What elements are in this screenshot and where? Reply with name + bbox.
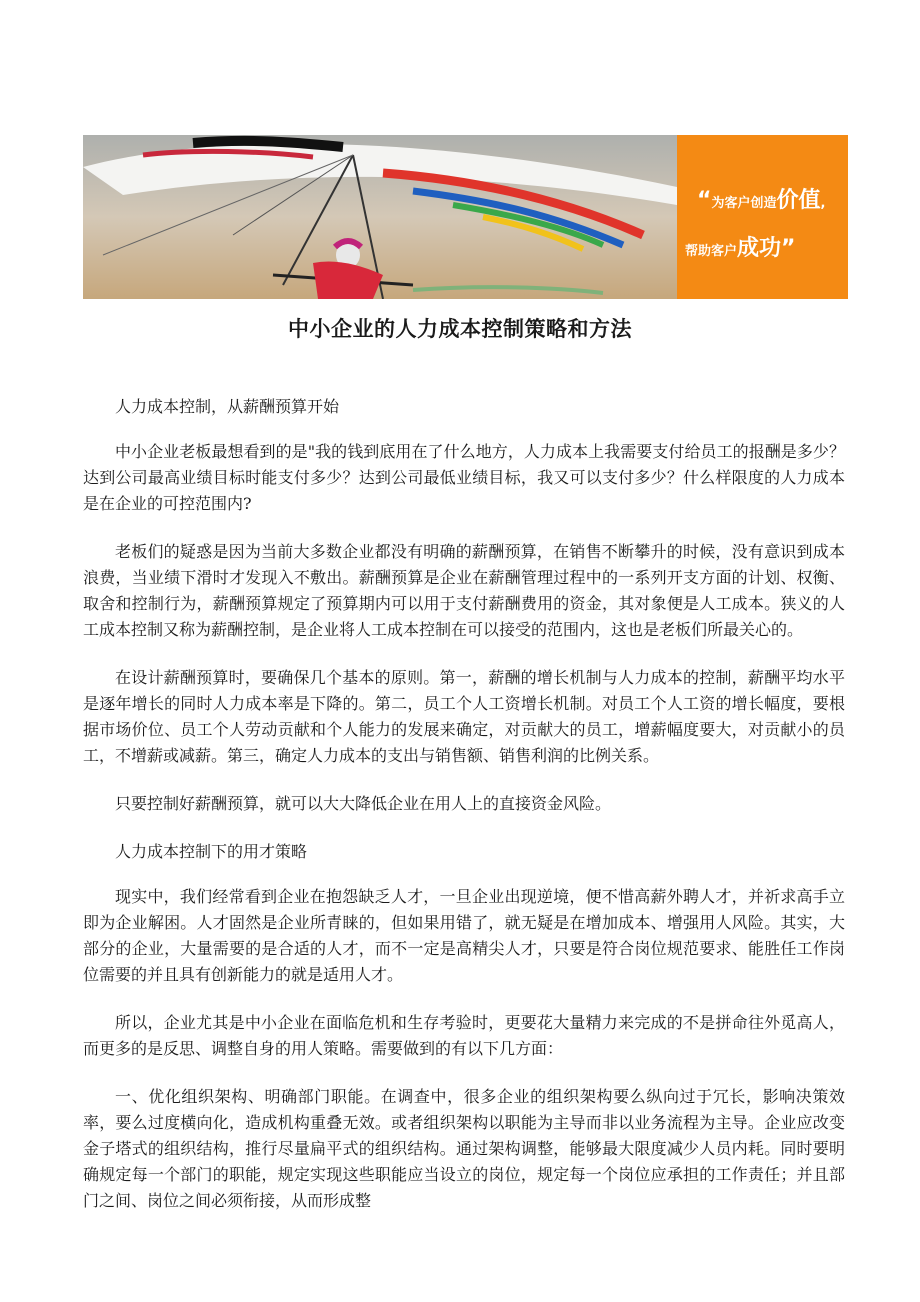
section-heading: 人力成本控制下的用才策略 <box>115 842 308 861</box>
open-quote: “ <box>697 188 712 213</box>
slogan-panel <box>677 135 848 299</box>
slogan-line-1 <box>697 183 825 214</box>
slogan-1-emphasis: 价值 <box>776 188 821 213</box>
document-title: 中小企业的人力成本控制策略和方法 <box>288 317 632 341</box>
hang-glider-photo <box>83 135 677 299</box>
section-heading: 人力成本控制，从薪酬预算开始 <box>115 397 340 416</box>
slogan-2-text: 帮助客户 <box>685 244 738 259</box>
paragraph: 只要控制好薪酬预算，就可以大大降低企业在用人上的直接资金风险。 <box>115 794 612 813</box>
hang-glider-illustration <box>83 135 677 299</box>
paragraph: 在设计薪酬预算时，要确保几个基本的原则。第一，薪酬的增长机制与人力成本的控制，薪酬平均水平是逐年增长的同时人力成本率是下降的。第二，员工个人工资增长机制。对员工个人工资的增长幅度，要根据市场价位、员工个人劳动贡献和个人能力的发展来确定，对贡献大的员工，增薪幅度要大，对贡献小的员工，不增薪或减薪。第三，确定人力成本的支出与销售额、销售利润的比例关系。 <box>83 668 845 765</box>
paragraph: 中小企业老板最想看到的是"我的钱到底用在了什么地方，人力成本上我需要支付给员工的报酬是多少？达到公司最高业绩目标时能支付多少？达到公司最低业绩目标，我又可以支付多少？什么样限度的人力成本是在企业的可控范围内? <box>83 442 845 513</box>
slogan-2-emphasis: 成功 <box>737 236 782 261</box>
paragraph: 老板们的疑惑是因为当前大多数企业都没有明确的薪酬预算，在销售不断攀升的时候，没有意识到成本浪费，当业绩下滑时才发现入不敷出。薪酬预算是企业在薪酬管理过程中的一系列开支方面的计划、权衡、取舍和控制行为，薪酬预算规定了预算期内可以用于支付薪酬费用的资金，其对象便是人工成本。狭义的人工成本控制又称为薪酬控制，是企业将人工成本控制在可以接受的范围内，这也是老板们所最关心的。 <box>83 542 845 639</box>
slogan-comma: , <box>820 196 826 211</box>
paragraph: 所以，企业尤其是中小企业在面临危机和生存考验时，更要花大量精力来完成的不是拼命往外觅高人，而更多的是反思、调整自身的用人策略。需要做到的有以下几方面： <box>83 1013 845 1058</box>
paragraph: 现实中，我们经常看到企业在抱怨缺乏人才，一旦企业出现逆境，便不惜高薪外聘人才，并祈求高手立即为企业解困。人才固然是企业所青睐的，但如果用错了，就无疑是在增加成本、增强用人风险。其实，大部分的企业，大量需要的是合适的人才，而不一定是高精尖人才，只要是符合岗位规范要求、能胜任工作岗位需要的并且具有创新能力的就是适用人才。 <box>83 887 845 984</box>
slogan-1-text: 为客户创造 <box>711 196 777 211</box>
document-body <box>83 394 845 1236</box>
header-banner <box>83 135 848 299</box>
slogan-line-2 <box>685 231 796 262</box>
paragraph: 一、优化组织架构、明确部门职能。在调查中，很多企业的组织架构要么纵向过于冗长，影响决策效率，要么过度横向化，造成机构重叠无效。或者组织架构以职能为主导而非以业务流程为主导。企业应改变金子塔式的组织结构，推行尽量扁平式的组织结构。通过架构调整，能够最大限度减少人员内耗。同时要明确规定每一个部门的职能，规定实现这些职能应当设立的岗位，规定每一个岗位应承担的工作责任；并且部门之间、岗位之间必须衔接，从而形成整 <box>83 1087 845 1210</box>
close-quote: ” <box>781 236 796 261</box>
